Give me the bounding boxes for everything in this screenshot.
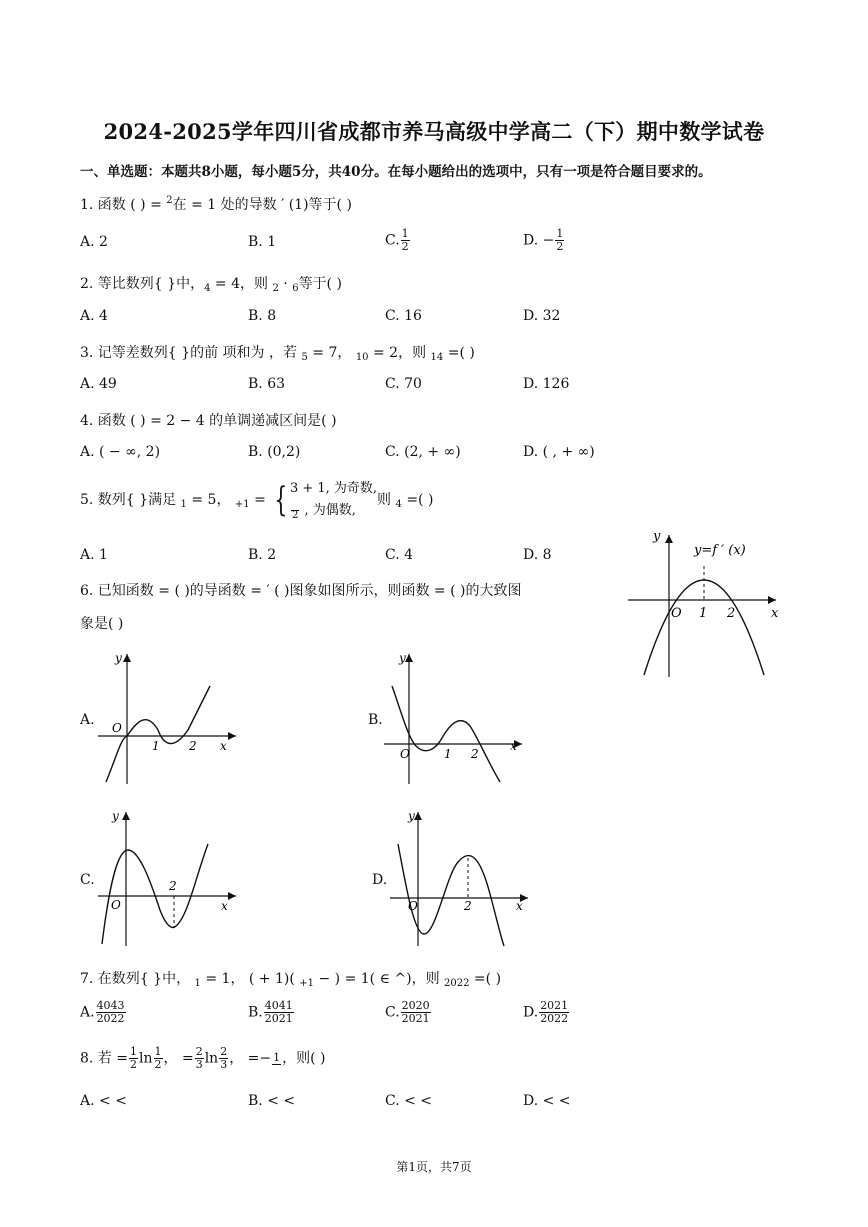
q4-option-c: C. (2, + ∞) bbox=[385, 444, 461, 460]
q7-option-d: D. $\frac{2021}{2022}$ bbox=[523, 999, 569, 1025]
q8-option-b: B. < < bbox=[248, 1093, 296, 1109]
page-footer: 第1页，共7页 bbox=[396, 1160, 472, 1174]
q6-option-a-graph bbox=[96, 648, 246, 788]
q3-option-d: D. 126 bbox=[523, 376, 570, 392]
tick-1: 1 bbox=[699, 606, 708, 621]
svg-text:1: 1 bbox=[152, 739, 160, 753]
q4-option-d: D. ( , + ∞) bbox=[523, 444, 595, 460]
q7-option-b: B. $\frac{4041}{2021}$ bbox=[248, 999, 293, 1025]
q1-option-c: C. $\frac{1}{2}$ bbox=[385, 227, 409, 253]
q1-option-b: B. 1 bbox=[248, 234, 277, 250]
q6-option-a-letter: A. bbox=[80, 712, 95, 728]
question-7-stem: 7. 在数列{ }中， $_1$ = 1， ( + 1)( $_{+1}$ − ) = 1( ∈ ^)，则 $_{2022}$ =( ) bbox=[80, 971, 502, 989]
q1-option-d: D. − $\frac{1}{2}$ bbox=[523, 227, 564, 253]
svg-text:y: y bbox=[115, 651, 122, 665]
svg-text:O: O bbox=[408, 899, 418, 913]
q8-option-c: C. < < bbox=[385, 1093, 433, 1109]
svg-text:1: 1 bbox=[444, 747, 452, 761]
svg-text:x: x bbox=[220, 739, 227, 753]
q6-option-d-graph bbox=[388, 806, 538, 948]
q6-option-b-letter: B. bbox=[368, 712, 383, 728]
svg-text:2: 2 bbox=[471, 747, 479, 761]
question-2-stem: 2. 等比数列{ }中，$_4$ = 4，则 $_2$ · $_6$等于( ) bbox=[80, 276, 342, 294]
page-title: 2024-2025学年四川省成都市养马高级中学高二（下）期中数学试卷 bbox=[103, 119, 765, 144]
question-1-stem: 1. 函数 ( ) = $^2$在 = 1 处的导数 ′ (1)等于( ) bbox=[80, 195, 352, 213]
svg-text:O: O bbox=[400, 747, 410, 761]
q5-option-c: C. 4 bbox=[385, 547, 414, 563]
svg-text:O: O bbox=[111, 898, 121, 912]
svg-text:x: x bbox=[510, 739, 517, 753]
q4-option-b: B. (0,2) bbox=[248, 444, 301, 460]
q3-option-a: A. 49 bbox=[80, 376, 117, 392]
question-8-stem: 8. 若 = $\frac{1}{2}$ ln $\frac{1}{2}$ ， = $\frac{2}{3}$ ln $\frac{2}{3}$ ， =− 1 ，则( ) bbox=[80, 1045, 326, 1071]
question-6-line2: 象是( ) bbox=[80, 616, 124, 632]
q2-option-d: D. 32 bbox=[523, 308, 561, 324]
question-5-stem: 5. 数列{ }满足 $_1$ = 5， $_{+1}$ = { 3 + 1, 为奇数, 2 , 为偶数, 则 $_4$ =( ) bbox=[80, 480, 434, 521]
question-6-line1: 6. 已知函数 = ( )的导函数 = ′ ( )图象如图所示，则函数 = ( )的大致图 bbox=[80, 583, 522, 599]
q6-option-b-graph bbox=[382, 648, 532, 788]
svg-text:x: x bbox=[221, 899, 228, 913]
tick-2: 2 bbox=[727, 606, 736, 621]
q3-option-c: C. 70 bbox=[385, 376, 422, 392]
q7-option-a: A. $\frac{4043}{2022}$ bbox=[80, 999, 125, 1025]
question-4-stem: 4. 函数 ( ) = 2 − 4 的单调递减区间是( ) bbox=[80, 413, 337, 429]
section-heading: 一、单选题：本题共8小题，每小题5分，共40分。在每小题给出的选项中，只有一项是符合题目要求的。 bbox=[80, 164, 712, 180]
q1-option-a: A. 2 bbox=[80, 234, 108, 250]
svg-text:y: y bbox=[112, 809, 119, 823]
svg-text:y: y bbox=[399, 651, 406, 665]
q6-option-d-letter: D. bbox=[372, 872, 388, 888]
q3-option-b: B. 63 bbox=[248, 376, 286, 392]
q8-option-a: A. < < bbox=[80, 1093, 127, 1109]
q6-option-c-graph bbox=[96, 806, 246, 948]
q5-option-b: B. 2 bbox=[248, 547, 277, 563]
svg-text:x: x bbox=[516, 899, 523, 913]
q2-option-a: A. 4 bbox=[80, 308, 108, 324]
q2-option-b: B. 8 bbox=[248, 308, 277, 324]
y-axis-label: y bbox=[653, 529, 661, 544]
svg-text:2: 2 bbox=[189, 739, 197, 753]
q5-option-a: A. 1 bbox=[80, 547, 108, 563]
question-3-stem: 3. 记等差数列{ }的前 项和为 ，若 $_5$ = 7， $_{10}$ = 2，则 $_{14}$ =( ) bbox=[80, 345, 475, 363]
x-axis-label: x bbox=[771, 606, 779, 621]
svg-text:2: 2 bbox=[464, 899, 472, 913]
origin-label: O bbox=[671, 606, 682, 621]
q5-option-d: D. 8 bbox=[523, 547, 552, 563]
svg-text:2: 2 bbox=[169, 879, 177, 893]
svg-text:O: O bbox=[112, 721, 122, 735]
q2-option-c: C. 16 bbox=[385, 308, 422, 324]
q4-option-a: A. ( − ∞, 2) bbox=[80, 444, 161, 460]
q8-option-d: D. < < bbox=[523, 1093, 571, 1109]
q6-option-c-letter: C. bbox=[80, 872, 95, 888]
function-label: y=f ′ (x) bbox=[694, 543, 746, 558]
q7-option-c: C. $\frac{2020}{2021}$ bbox=[385, 999, 430, 1025]
svg-text:y: y bbox=[408, 809, 415, 823]
derivative-graph bbox=[626, 525, 786, 680]
